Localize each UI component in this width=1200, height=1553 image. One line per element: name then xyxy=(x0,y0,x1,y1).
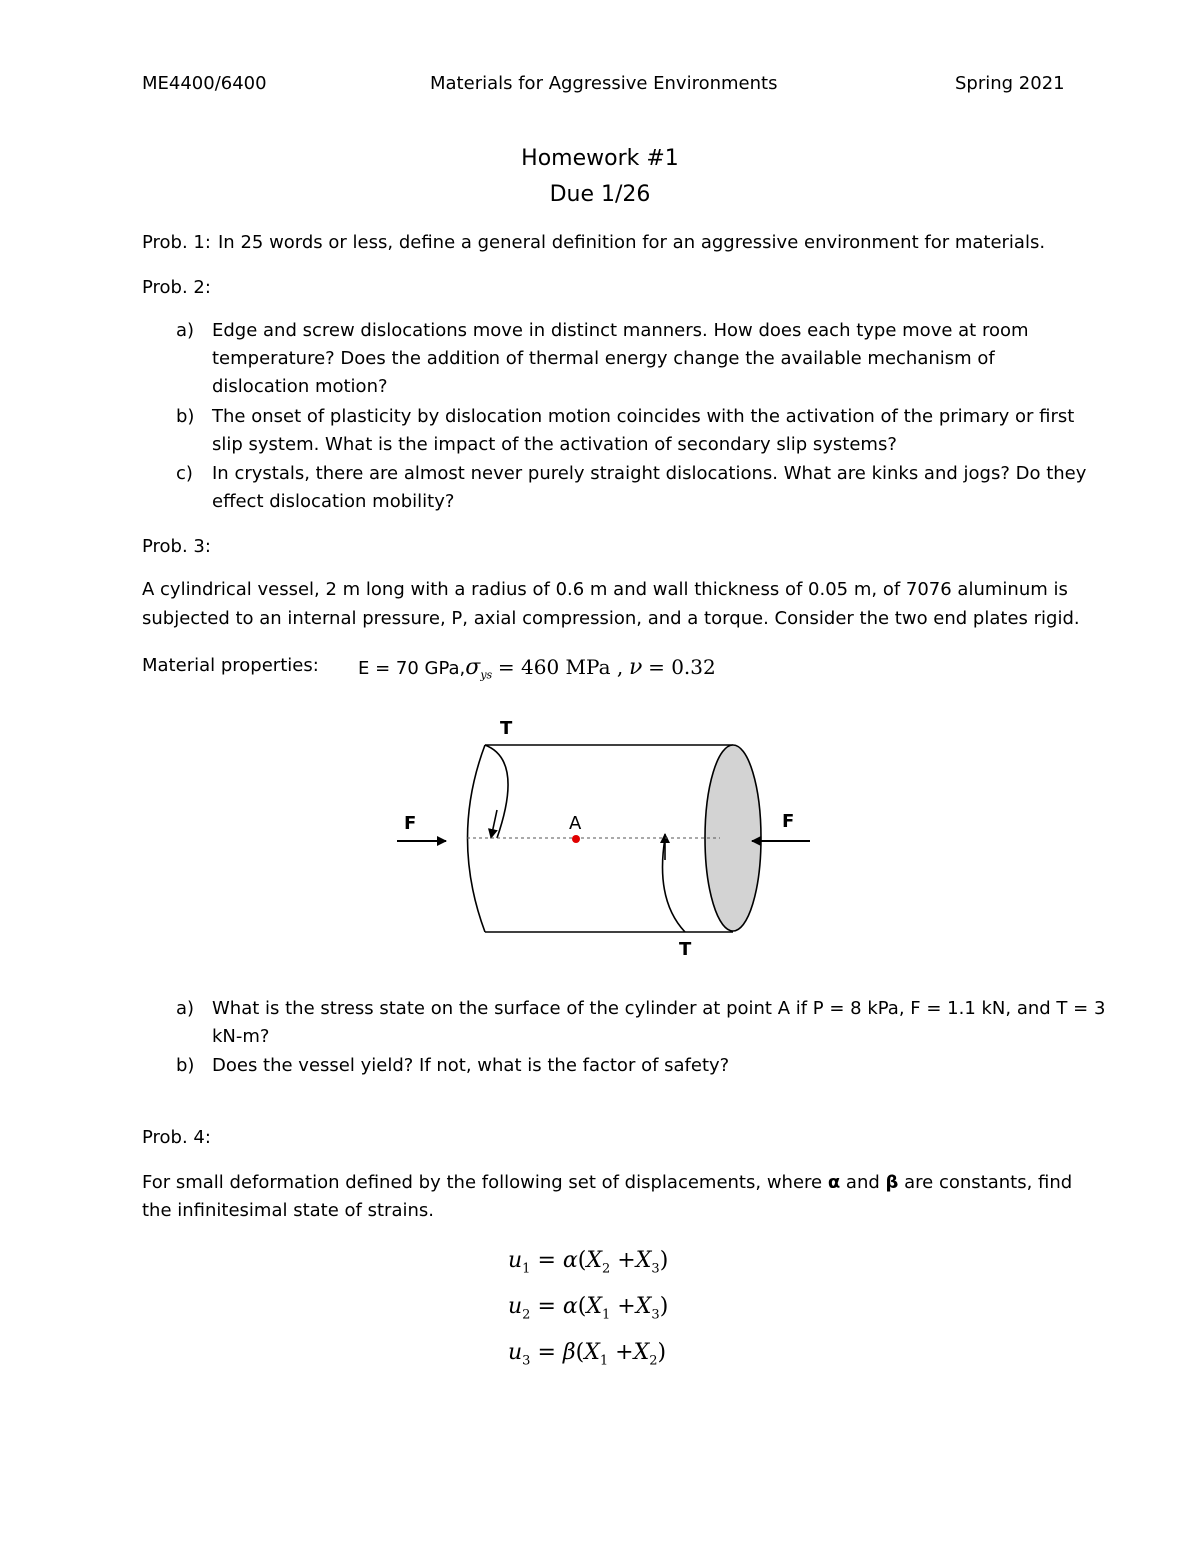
prob1-label: Prob. 1: xyxy=(142,232,211,253)
material-properties-values xyxy=(358,655,716,682)
prob2-b-line1: The onset of plasticity by dislocation motion coincides with the activation of the primary or first xyxy=(212,406,1075,427)
term: Spring 2021 xyxy=(955,73,1065,94)
prob3-a-line1: What is the stress state on the surface of the cylinder at point A if P = 8 kPa, F = 1.1 kN, and T = 3 xyxy=(212,998,1106,1019)
prob3-a-line2: kN-m? xyxy=(212,1026,270,1047)
prob2-a-line1: Edge and screw dislocations move in distinct manners. How does each type move at room xyxy=(212,320,1029,341)
torque-arc-right xyxy=(663,838,686,932)
course-title: Materials for Aggressive Environments xyxy=(430,73,778,94)
force-label-left: F xyxy=(404,813,417,834)
course-number: ME4400/6400 xyxy=(142,73,267,94)
prob4-intro-and: and xyxy=(840,1172,886,1193)
prob2-c-line2: effect dislocation mobility? xyxy=(212,491,455,512)
force-label-right: F xyxy=(782,811,795,832)
point-a-label: A xyxy=(569,813,582,834)
prob2-b-line2: slip system. What is the impact of the activation of secondary slip systems? xyxy=(212,434,897,455)
prob4-intro-line1 xyxy=(142,1172,1072,1193)
prob2-b-marker: b) xyxy=(176,406,195,427)
prob3-label: Prob. 3: xyxy=(142,536,211,557)
alpha-symbol: α xyxy=(827,1172,841,1193)
prob4-intro-part1: For small deformation defined by the following set of displacements, where xyxy=(142,1172,828,1193)
prob2-a-marker: a) xyxy=(176,320,195,341)
due-date: Due 1/26 xyxy=(549,182,651,207)
equation-u3: $u_3 = \beta(X_1 +X_2)$ xyxy=(508,1340,667,1369)
sigma-symbol: σ xyxy=(465,655,481,680)
prob3-a-marker: a) xyxy=(176,998,195,1019)
prob3-intro-line2: subjected to an internal pressure, P, axial compression, and a torque. Consider the two end plates rigid. xyxy=(142,608,1080,629)
prob2-a-line2: temperature? Does the addition of thermal energy change the available mechanism of xyxy=(212,348,995,369)
cylinder-diagram xyxy=(380,705,830,970)
prob2-c-marker: c) xyxy=(176,463,193,484)
youngs-modulus: E = 70 GPa, xyxy=(358,658,466,679)
equation-u1: $u_1 = \alpha(X_2 +X_3)$ xyxy=(508,1248,669,1277)
material-properties-label: Material properties: xyxy=(142,655,319,676)
torque-label-top: T xyxy=(500,718,513,739)
prob4-label: Prob. 4: xyxy=(142,1127,211,1148)
homework-title: Homework #1 xyxy=(521,146,679,171)
torque-label-bottom: T xyxy=(679,939,692,960)
poisson-ratio: = 0.32 xyxy=(648,655,716,679)
prob3-b-marker: b) xyxy=(176,1055,195,1076)
prob3-b-line1: Does the vessel yield? If not, what is the factor of safety? xyxy=(212,1055,730,1076)
prob4-intro-part2: are constants, find xyxy=(898,1172,1073,1193)
torque-arc-left xyxy=(485,745,508,838)
point-a-marker xyxy=(572,835,580,843)
equation-u2: $u_2 = \alpha(X_1 +X_3)$ xyxy=(508,1294,669,1323)
beta-symbol: β xyxy=(885,1172,899,1193)
yield-strength: = 460 MPa , xyxy=(497,655,624,679)
prob2-label: Prob. 2: xyxy=(142,277,211,298)
torque-arrow-left xyxy=(491,810,497,838)
sigma-subscript: ys xyxy=(480,668,493,682)
cylinder-left-end xyxy=(468,745,486,932)
prob3-intro-line1: A cylindrical vessel, 2 m long with a radius of 0.6 m and wall thickness of 0.05 m, of 7076 aluminum is xyxy=(142,579,1068,600)
prob2-a-line3: dislocation motion? xyxy=(212,376,388,397)
prob1-text: In 25 words or less, define a general definition for an aggressive environment for materials. xyxy=(218,232,1046,253)
nu-symbol: ν xyxy=(628,655,643,680)
prob2-c-line1: In crystals, there are almost never purely straight dislocations. What are kinks and jogs? Do they xyxy=(212,463,1087,484)
prob4-intro-line2: the infinitesimal state of strains. xyxy=(142,1200,434,1221)
